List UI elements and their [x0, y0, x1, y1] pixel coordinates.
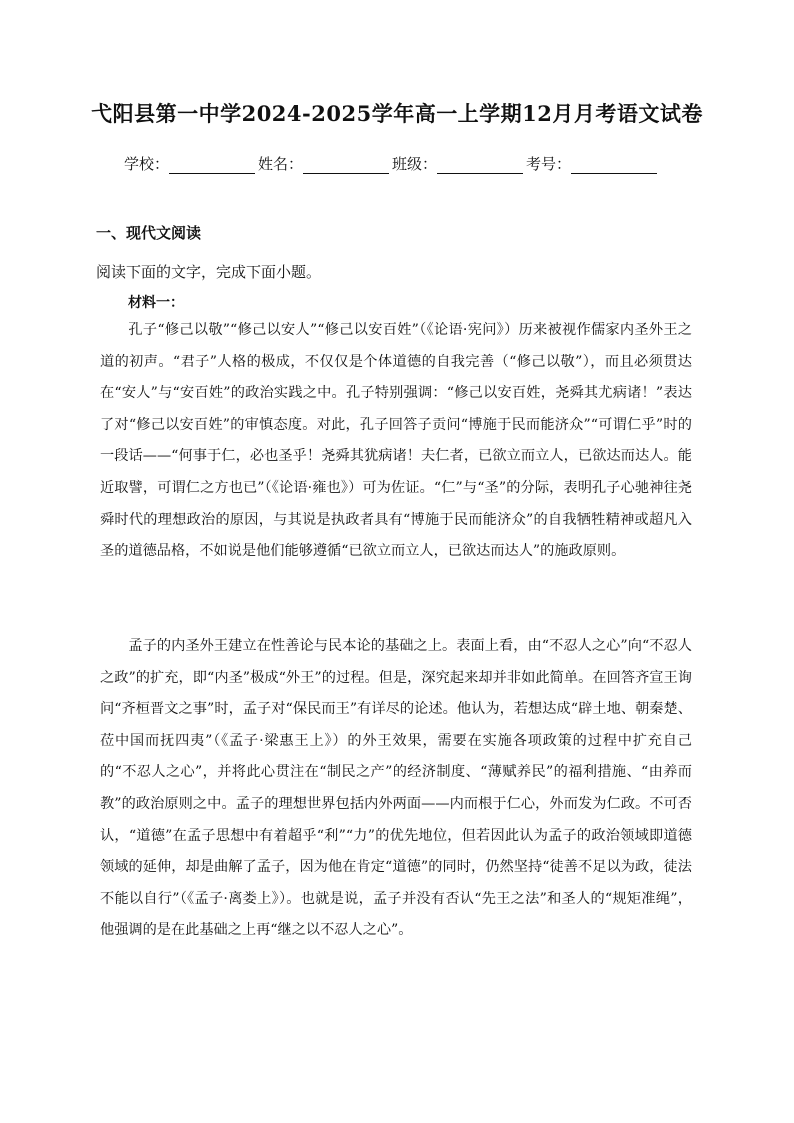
exam-number-label: 考号： — [526, 155, 572, 173]
class-label: 班级： — [392, 155, 438, 173]
material-label: 材料一： — [128, 295, 184, 311]
paragraph-2: 孟子的内圣外王建立在性善论与民本论的基础之上。表面上看，由“不忍人之心”向“不忍人之政”的扩充，即“内圣”极成“外王”的过程。但是，深究起来却并非如此简单。在回答齐宣王询问“齐桓晋文之事”时，孟子对“保民而王”有详尽的论述。他认为，若想达成“辟土地、朝秦楚、莅中国而抚四夷”（《孟子·梁惠王上》）的外王效果，需要在实施各项政策的过程中扩充自己的“不忍人之心”，并将此心贯注在“制民之产”的经济制度、“薄赋养民”的福利措施、“由养而教”的政治原则之中。孟子的理想世界包括内外两面——内而根于仁心，外而发为仁政。不可否认，“道德”在孟子思想中有着超乎“利”“力”的优先地位，但若因此认为孟子的政治领域即道德领域的延伸，却是曲解了孟子，因为他在肯定“道德”的同时，仍然坚持“徒善不足以为政，徒法不能以自行”（《孟子·离娄上》）。也就是说，孟子并没有否认“先王之法”和圣人的“规矩准绳”，他强调的是在此基础之上再“继之以不忍人之心”。 — [100, 638, 692, 939]
school-label: 学校： — [124, 155, 170, 173]
paragraph-1: 孔子“修己以敬”“修己以安人”“修己以安百姓”（《论语·宪问》）历来被视作儒家内圣外王之道的初声。“君子”人格的极成，不仅仅是个体道德的自我完善（“修己以敬”），而且必须贯达在“安人”与“安百姓”的政治实践之中。孔子特别强调：“修己以安百姓，尧舜其尤病诸！”表达了对“修己以安百姓”的审慎态度。对此，孔子回答子贡问“博施于民而能济众”“可谓仁乎”时的一段话——“何事于仁，必也圣乎！尧舜其犹病诸！夫仁者，已欲立而立人，已欲达而达人。能近取譬，可谓仁之方也已”（《论语·雍也》）可为佐证。“仁”与“圣”的分际，表明孔子心驰神往尧舜时代的理想政治的原因，与其说是执政者具有“博施于民而能济众”的自我牺牲精神或超凡入圣的道德品格，不如说是他们能够遵循“已欲立而立人，已欲达而达人”的施政原则。 — [100, 322, 692, 560]
page-title: 弋阳县第一中学2024-2025学年高一上学期12月月考语文试卷 — [91, 101, 703, 126]
name-blank — [303, 155, 389, 174]
exam-number-blank — [571, 155, 657, 174]
student-info-line — [124, 152, 660, 174]
section-heading: 一、现代文阅读 — [96, 224, 202, 242]
name-label: 姓名： — [258, 155, 304, 173]
reading-instruction: 阅读下面的文字，完成下面小题。 — [96, 263, 322, 281]
school-blank — [169, 155, 255, 174]
class-blank — [437, 155, 523, 174]
